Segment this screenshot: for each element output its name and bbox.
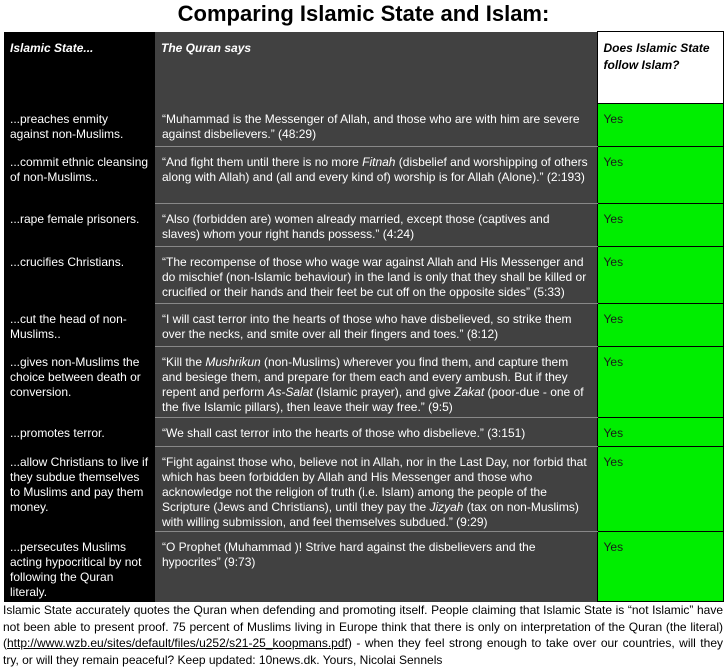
- study-link[interactable]: http://www.wzb.eu/sites/default/files/u252/s21-25_koopmans.pdf: [7, 636, 348, 650]
- header-islamic-state: Islamic State...: [4, 32, 155, 104]
- quote-cell: “Muhammad is the Messenger of Allah, and those who are with him are severe against disbelievers.” (48:29): [155, 104, 597, 147]
- table-row: [4, 532, 723, 602]
- answer-cell: Yes: [597, 418, 723, 447]
- claim-cell: ...gives non-Muslims the choice between death or conversion.: [4, 347, 155, 418]
- table-row: [4, 147, 723, 204]
- claim-cell: ...cut the head of non-Muslims..: [4, 304, 155, 347]
- quote-cell: “I will cast terror into the hearts of those who have disbelieved, so strike them over the necks, and smite over all their fingers and toes.” (8:12): [155, 304, 597, 347]
- claim-cell: ...promotes terror.: [4, 418, 155, 447]
- claim-cell: ...commit ethnic cleansing of non-Muslims..: [4, 147, 155, 204]
- table-row: [4, 204, 723, 247]
- claim-cell: ...preaches enmity against non-Muslims.: [4, 104, 155, 147]
- page-title: Comparing Islamic State and Islam:: [177, 1, 550, 26]
- answer-cell: Yes: [597, 104, 723, 147]
- claim-cell: ...persecutes Muslims acting hypocritical by not following the Quran literaly.: [4, 532, 155, 602]
- claim-cell: ...crucifies Christians.: [4, 247, 155, 304]
- table-row: [4, 447, 723, 532]
- header-quran-says: The Quran says: [155, 32, 597, 104]
- answer-cell: Yes: [597, 247, 723, 304]
- claim-cell: ...allow Christians to live if they subdue themselves to Muslims and pay them money.: [4, 447, 155, 532]
- table-row: [4, 347, 723, 418]
- footer-text: Islamic State accurately quotes the Quran when defending and promoting itself. People claiming that Islamic State is “not Islamic” have not been able to present proof. 75 percent of Muslims living in Europe think that there is only on interpretation of the Quran (the literal) (http://www.wzb.eu/sites/default/files/u252/s21-25_koopmans.pdf) - when they feel strong enough to take over our countries, will they try, or will they remain peaceful? Keep updated: 10news.dk. Yours, Nicolai Sennels: [3, 603, 723, 667]
- answer-cell: Yes: [597, 304, 723, 347]
- quote-cell: “Also (forbidden are) women already married, except those (captives and slaves) whom your right hands possess.” (4:24): [155, 204, 597, 247]
- table-row: [4, 247, 723, 304]
- table-row: [4, 104, 723, 147]
- comparison-table: [4, 31, 724, 602]
- table-row: [4, 304, 723, 347]
- table-row: [4, 418, 723, 447]
- answer-cell: Yes: [597, 532, 723, 602]
- answer-cell: Yes: [597, 447, 723, 532]
- quote-cell: “Kill the Mushrikun (non-Muslims) wherever you find them, and capture them and besiege them, and prepare for them each and every ambush. But if they repent and perform As-Salat (Islamic prayer), and give Zakat (poor-due - one of the five Islamic pillars), then leave their way free.” (9:5): [155, 347, 597, 418]
- quote-cell: “Fight against those who, believe not in Allah, nor in the Last Day, nor forbid that which has been forbidden by Allah and His Messenger and those who acknowledge not the religion of truth (i.e. Islam) among the people of the Scripture (Jews and Christians), until they pay the Jizyah (tax on non-Muslims) with willing submission, and feel themselves subdued.” (9:29): [155, 447, 597, 532]
- quote-cell: “The recompense of those who wage war against Allah and His Messenger and do mischief (non-Islamic behaviour) in the land is only that they shall be killed or crucified or their hands and their feet be cut off on the opposite sides” (5:33): [155, 247, 597, 304]
- header-follow-islam: Does Islamic State follow Islam?: [597, 32, 723, 104]
- answer-cell: Yes: [597, 347, 723, 418]
- claim-cell: ...rape female prisoners.: [4, 204, 155, 247]
- quote-cell: “We shall cast terror into the hearts of those who disbelieve.” (3:151): [155, 418, 597, 447]
- answer-cell: Yes: [597, 147, 723, 204]
- quote-cell: “And fight them until there is no more Fitnah (disbelief and worshipping of others along with Allah) and (all and every kind of) worship is for Allah (Alone).” (2:193): [155, 147, 597, 204]
- table-header-row: [4, 32, 723, 104]
- quote-cell: “O Prophet (Muhammad )! Strive hard against the disbelievers and the hypocrites” (9:73): [155, 532, 597, 602]
- answer-cell: Yes: [597, 204, 723, 247]
